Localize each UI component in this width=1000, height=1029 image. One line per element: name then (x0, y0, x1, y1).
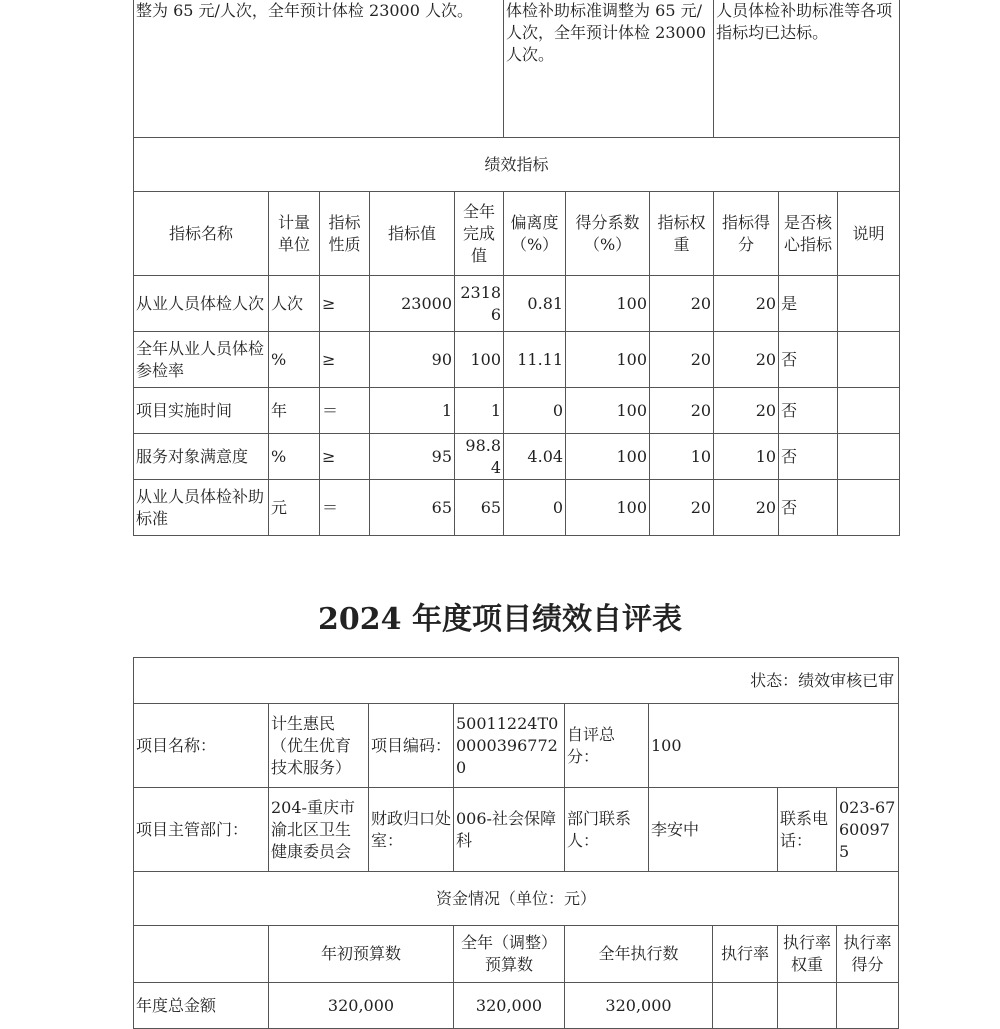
cell-deviation: 4.04 (504, 434, 566, 480)
cell-score: 20 (714, 332, 779, 388)
cell-score: 20 (714, 480, 779, 536)
header-cell: 指标性质 (320, 192, 370, 276)
cell-deviation: 0.81 (504, 276, 566, 332)
self-score-label: 自评总分： (565, 704, 649, 788)
cell-score: 20 (714, 276, 779, 332)
cell-note (838, 480, 900, 536)
cell-actual: 23186 (455, 276, 504, 332)
cell-unit: 元 (269, 480, 320, 536)
project-code-label: 项目编码： (369, 704, 454, 788)
header-cell: 计量单位 (269, 192, 320, 276)
phone-label: 联系电话： (778, 788, 837, 872)
cell-note (838, 388, 900, 434)
cell-deviation: 11.11 (504, 332, 566, 388)
header-cell: 执行率权重 (778, 926, 837, 983)
cell-nature: ≥ (320, 276, 370, 332)
cell-weight: 20 (650, 388, 714, 434)
header-cell: 指标名称 (134, 192, 269, 276)
header-cell: 执行率得分 (837, 926, 899, 983)
cell-nature: ≥ (320, 434, 370, 480)
self-score-value: 100 (649, 704, 899, 788)
project-name-label: 项目名称： (134, 704, 269, 788)
cell-unit: % (269, 332, 320, 388)
header-cell (134, 926, 269, 983)
table-row (134, 983, 899, 1029)
header-cell: 指标权重 (650, 192, 714, 276)
cell-actual: 98.84 (455, 434, 504, 480)
self-evaluation-table (133, 657, 899, 1029)
project-name-value: 计生惠民（优生优育技术服务） (269, 704, 369, 788)
cell-rate (713, 983, 778, 1029)
status-text: 状态：绩效审核已审 (134, 658, 899, 704)
cell-score (837, 983, 899, 1029)
dept-label: 项目主管部门： (134, 788, 269, 872)
phone-value: 023-67600975 (837, 788, 899, 872)
table-row (134, 434, 900, 480)
cell-deviation: 0 (504, 480, 566, 536)
header-cell: 说明 (838, 192, 900, 276)
cell-weight: 20 (650, 332, 714, 388)
cell-note (838, 434, 900, 480)
page-title: 2024 年度项目绩效自评表 (318, 602, 682, 637)
header-cell: 年初预算数 (269, 926, 454, 983)
header-cell: 全年（调整）预算数 (454, 926, 565, 983)
summary-cell-1: 整为 65 元/人次，全年预计体检 23000 人次。 (134, 0, 504, 138)
cell-weight: 10 (650, 434, 714, 480)
header-cell: 是否核心指标 (779, 192, 838, 276)
cell-unit: % (269, 434, 320, 480)
cell-score: 20 (714, 388, 779, 434)
table-row (134, 276, 900, 332)
section-title-performance: 绩效指标 (134, 138, 900, 192)
contact-value: 李安中 (649, 788, 778, 872)
summary-cell-2: 体检补助标准调整为 65 元/人次，全年预计体检 23000 人次。 (504, 0, 714, 138)
finance-label: 财政归口处室： (369, 788, 454, 872)
cell-coef: 100 (566, 332, 650, 388)
cell-target: 65 (370, 480, 455, 536)
cell-actual: 1 (455, 388, 504, 434)
header-cell: 偏离度（%） (504, 192, 566, 276)
cell-adjusted: 320,000 (454, 983, 565, 1029)
cell-coef: 100 (566, 388, 650, 434)
cell-note (838, 332, 900, 388)
cell-executed: 320,000 (565, 983, 713, 1029)
header-cell: 得分系数（%） (566, 192, 650, 276)
cell-name: 服务对象满意度 (134, 434, 269, 480)
performance-table (133, 0, 900, 536)
cell-core: 否 (779, 480, 838, 536)
cell-initial: 320,000 (269, 983, 454, 1029)
contact-label: 部门联系人： (565, 788, 649, 872)
cell-coef: 100 (566, 434, 650, 480)
table-row (134, 480, 900, 536)
cell-actual: 65 (455, 480, 504, 536)
table-row (134, 332, 900, 388)
funds-section-title: 资金情况（单位：元） (134, 872, 899, 926)
cell-target: 1 (370, 388, 455, 434)
cell-core: 否 (779, 332, 838, 388)
header-cell: 指标得分 (714, 192, 779, 276)
cell-name: 从业人员体检补助标准 (134, 480, 269, 536)
cell-target: 23000 (370, 276, 455, 332)
cell-score: 10 (714, 434, 779, 480)
header-cell: 执行率 (713, 926, 778, 983)
cell-deviation: 0 (504, 388, 566, 434)
header-cell: 全年执行数 (565, 926, 713, 983)
finance-value: 006-社会保障科 (454, 788, 565, 872)
header-cell: 全年完成值 (455, 192, 504, 276)
cell-weight (778, 983, 837, 1029)
cell-name: 从业人员体检人次 (134, 276, 269, 332)
cell-label: 年度总金额 (134, 983, 269, 1029)
table-row (134, 388, 900, 434)
project-code-value: 50011224T000003967720 (454, 704, 565, 788)
cell-weight: 20 (650, 276, 714, 332)
cell-nature: ＝ (320, 480, 370, 536)
cell-target: 90 (370, 332, 455, 388)
cell-coef: 100 (566, 276, 650, 332)
cell-coef: 100 (566, 480, 650, 536)
cell-nature: ＝ (320, 388, 370, 434)
cell-name: 全年从业人员体检参检率 (134, 332, 269, 388)
cell-name: 项目实施时间 (134, 388, 269, 434)
header-cell: 指标值 (370, 192, 455, 276)
cell-nature: ≥ (320, 332, 370, 388)
cell-unit: 人次 (269, 276, 320, 332)
cell-core: 否 (779, 434, 838, 480)
cell-weight: 20 (650, 480, 714, 536)
cell-target: 95 (370, 434, 455, 480)
funds-header-row (134, 926, 899, 983)
cell-unit: 年 (269, 388, 320, 434)
header-row (134, 192, 900, 276)
summary-cell-3: 人员体检补助标准等各项指标均已达标。 (714, 0, 900, 138)
cell-core: 是 (779, 276, 838, 332)
cell-actual: 100 (455, 332, 504, 388)
cell-note (838, 276, 900, 332)
cell-core: 否 (779, 388, 838, 434)
dept-value: 204-重庆市渝北区卫生健康委员会 (269, 788, 369, 872)
